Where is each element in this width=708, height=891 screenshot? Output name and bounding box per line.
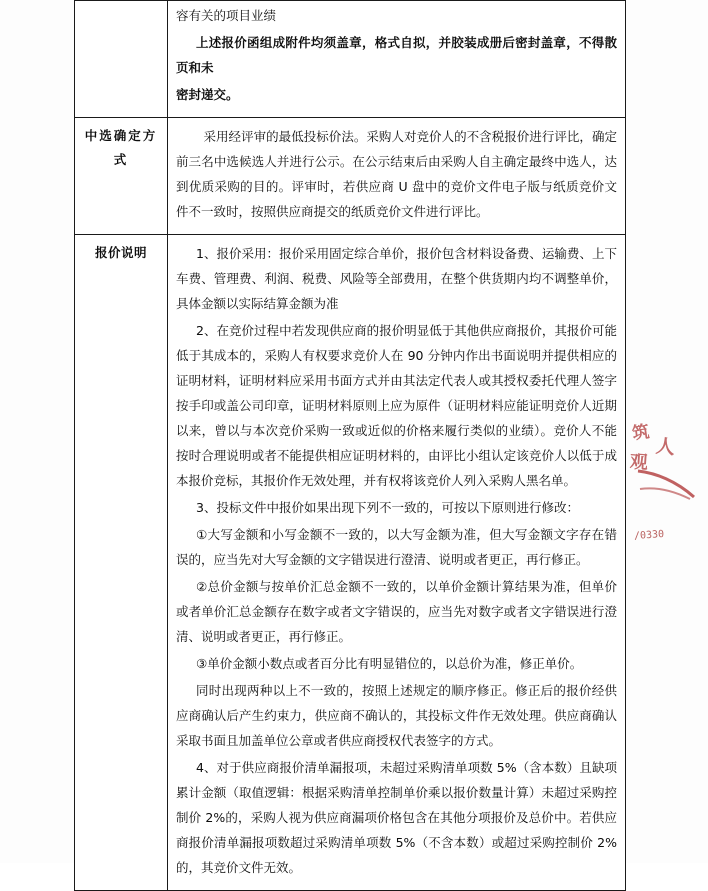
paragraph: 4、对于供应商报价清单漏报项，未超过采购清单项数 5%（含本数）且缺项累计金额（取值逻辑：根据采购清单控制单价乘以报价数量计算）未超过采购控制价 2%的，采购人视为供应商漏项价格包含在其他分项报价及总价中。若供应商报价清单漏报项数超过采购清单项数 5%（不含本数）或超过采购控制价 2%的，其竞价文件无效。 <box>176 760 617 875</box>
row-content-cell <box>168 235 626 891</box>
paragraph: 同时出现两种以上不一致的，按照上述规定的顺序修正。修正后的报价经供应商确认后产生约束力，供应商不确认的，其投标文件作无效处理。供应商确认采取书面且加盖单位公章或者供应商授权代表签字的方式。 <box>176 683 617 748</box>
paragraph: 采用经评审的最低投标价法。采购人对竞价人的不含税报价进行评比，确定前三名中选候选人并进行公示。在公示结束后由采购人自主确定最终中选人，达到优质采购的目的。评审时，若供应商 U 盘中的竞价文件电子版与纸质竞价文件不一致时，按照供应商提交的纸质竞价文件进行评比。 <box>176 129 617 219</box>
paragraph: 密封递交。 <box>176 87 239 102</box>
paragraph: ②总价金额与按单价汇总金额不一致的，以单价金额计算结果为准，但单价或者单价汇总金额存在数字或者文字错误的，应当先对数字或者文字错误进行澄清、说明或者更正，再行修正。 <box>176 579 617 644</box>
row-label-cell <box>75 1 168 118</box>
stamp-char: 观 <box>629 451 649 474</box>
row-content-cell <box>168 1 626 118</box>
paragraph: 容有关的项目业绩 <box>176 8 277 23</box>
row-label: 报价说明 <box>94 245 147 260</box>
paragraph: ③单价金额小数点或者百分比有明显错位的，以总价为准，修正单价。 <box>196 656 583 671</box>
row-label-cell <box>75 118 168 235</box>
row-content-cell <box>168 118 626 235</box>
stamp-char: 筑 <box>631 421 651 445</box>
specification-table <box>74 0 626 891</box>
paragraph: 1、报价采用：报价采用固定综合单价，报价包含材料设备费、运输费、上下车费、管理费、利润、税费、风险等全部费用，在整个供货期内均不调整单价，具体金额以实际结算金额为准 <box>176 246 617 311</box>
table-row <box>75 1 626 118</box>
right-margin <box>626 0 708 863</box>
paragraph: 2、在竞价过程中若发现供应商的报价明显低于其他供应商报价，其报价可能低于其成本的，采购人有权要求竞价人在 90 分钟内作出书面说明并提供相应的证明材料，证明材料应采用书面方式并由其法定代表人或其授权委托代理人签字按手印或盖公司印章，证明材料原则上应为原件（证明材料应能证明竞价人近期以来，曾以与本次竞价采购一致或近似的价格来履行类似的业绩）。竞价人不能按时合理说明或者不能提供相应证明材料的，由评比小组认定该竞价人以低于成本报价竞标，其报价作无效处理，并有权将该竞价人列入采购人黑名单。 <box>176 323 617 488</box>
paragraph: ①大写金额和小写金额不一致的，以大写金额为准，但大写金额文字存在错误的，应当先对大写金额的文字错误进行澄清、说明或者更正，再行修正。 <box>176 527 617 567</box>
paragraph: 上述报价函组成附件均须盖章，格式自拟，并胶装成册后密封盖章，不得散页和未 <box>176 35 617 75</box>
left-margin <box>0 0 74 863</box>
paragraph: 3、投标文件中报价如果出现下列不一致的，可按以下原则进行修改： <box>196 500 579 515</box>
row-label: 中选确定方式 <box>84 128 158 167</box>
stamp-char: 人 <box>654 435 676 459</box>
row-label-cell <box>75 235 168 891</box>
table-row <box>75 118 626 235</box>
table-row <box>75 235 626 891</box>
stamp-number: /0330 <box>633 528 665 543</box>
